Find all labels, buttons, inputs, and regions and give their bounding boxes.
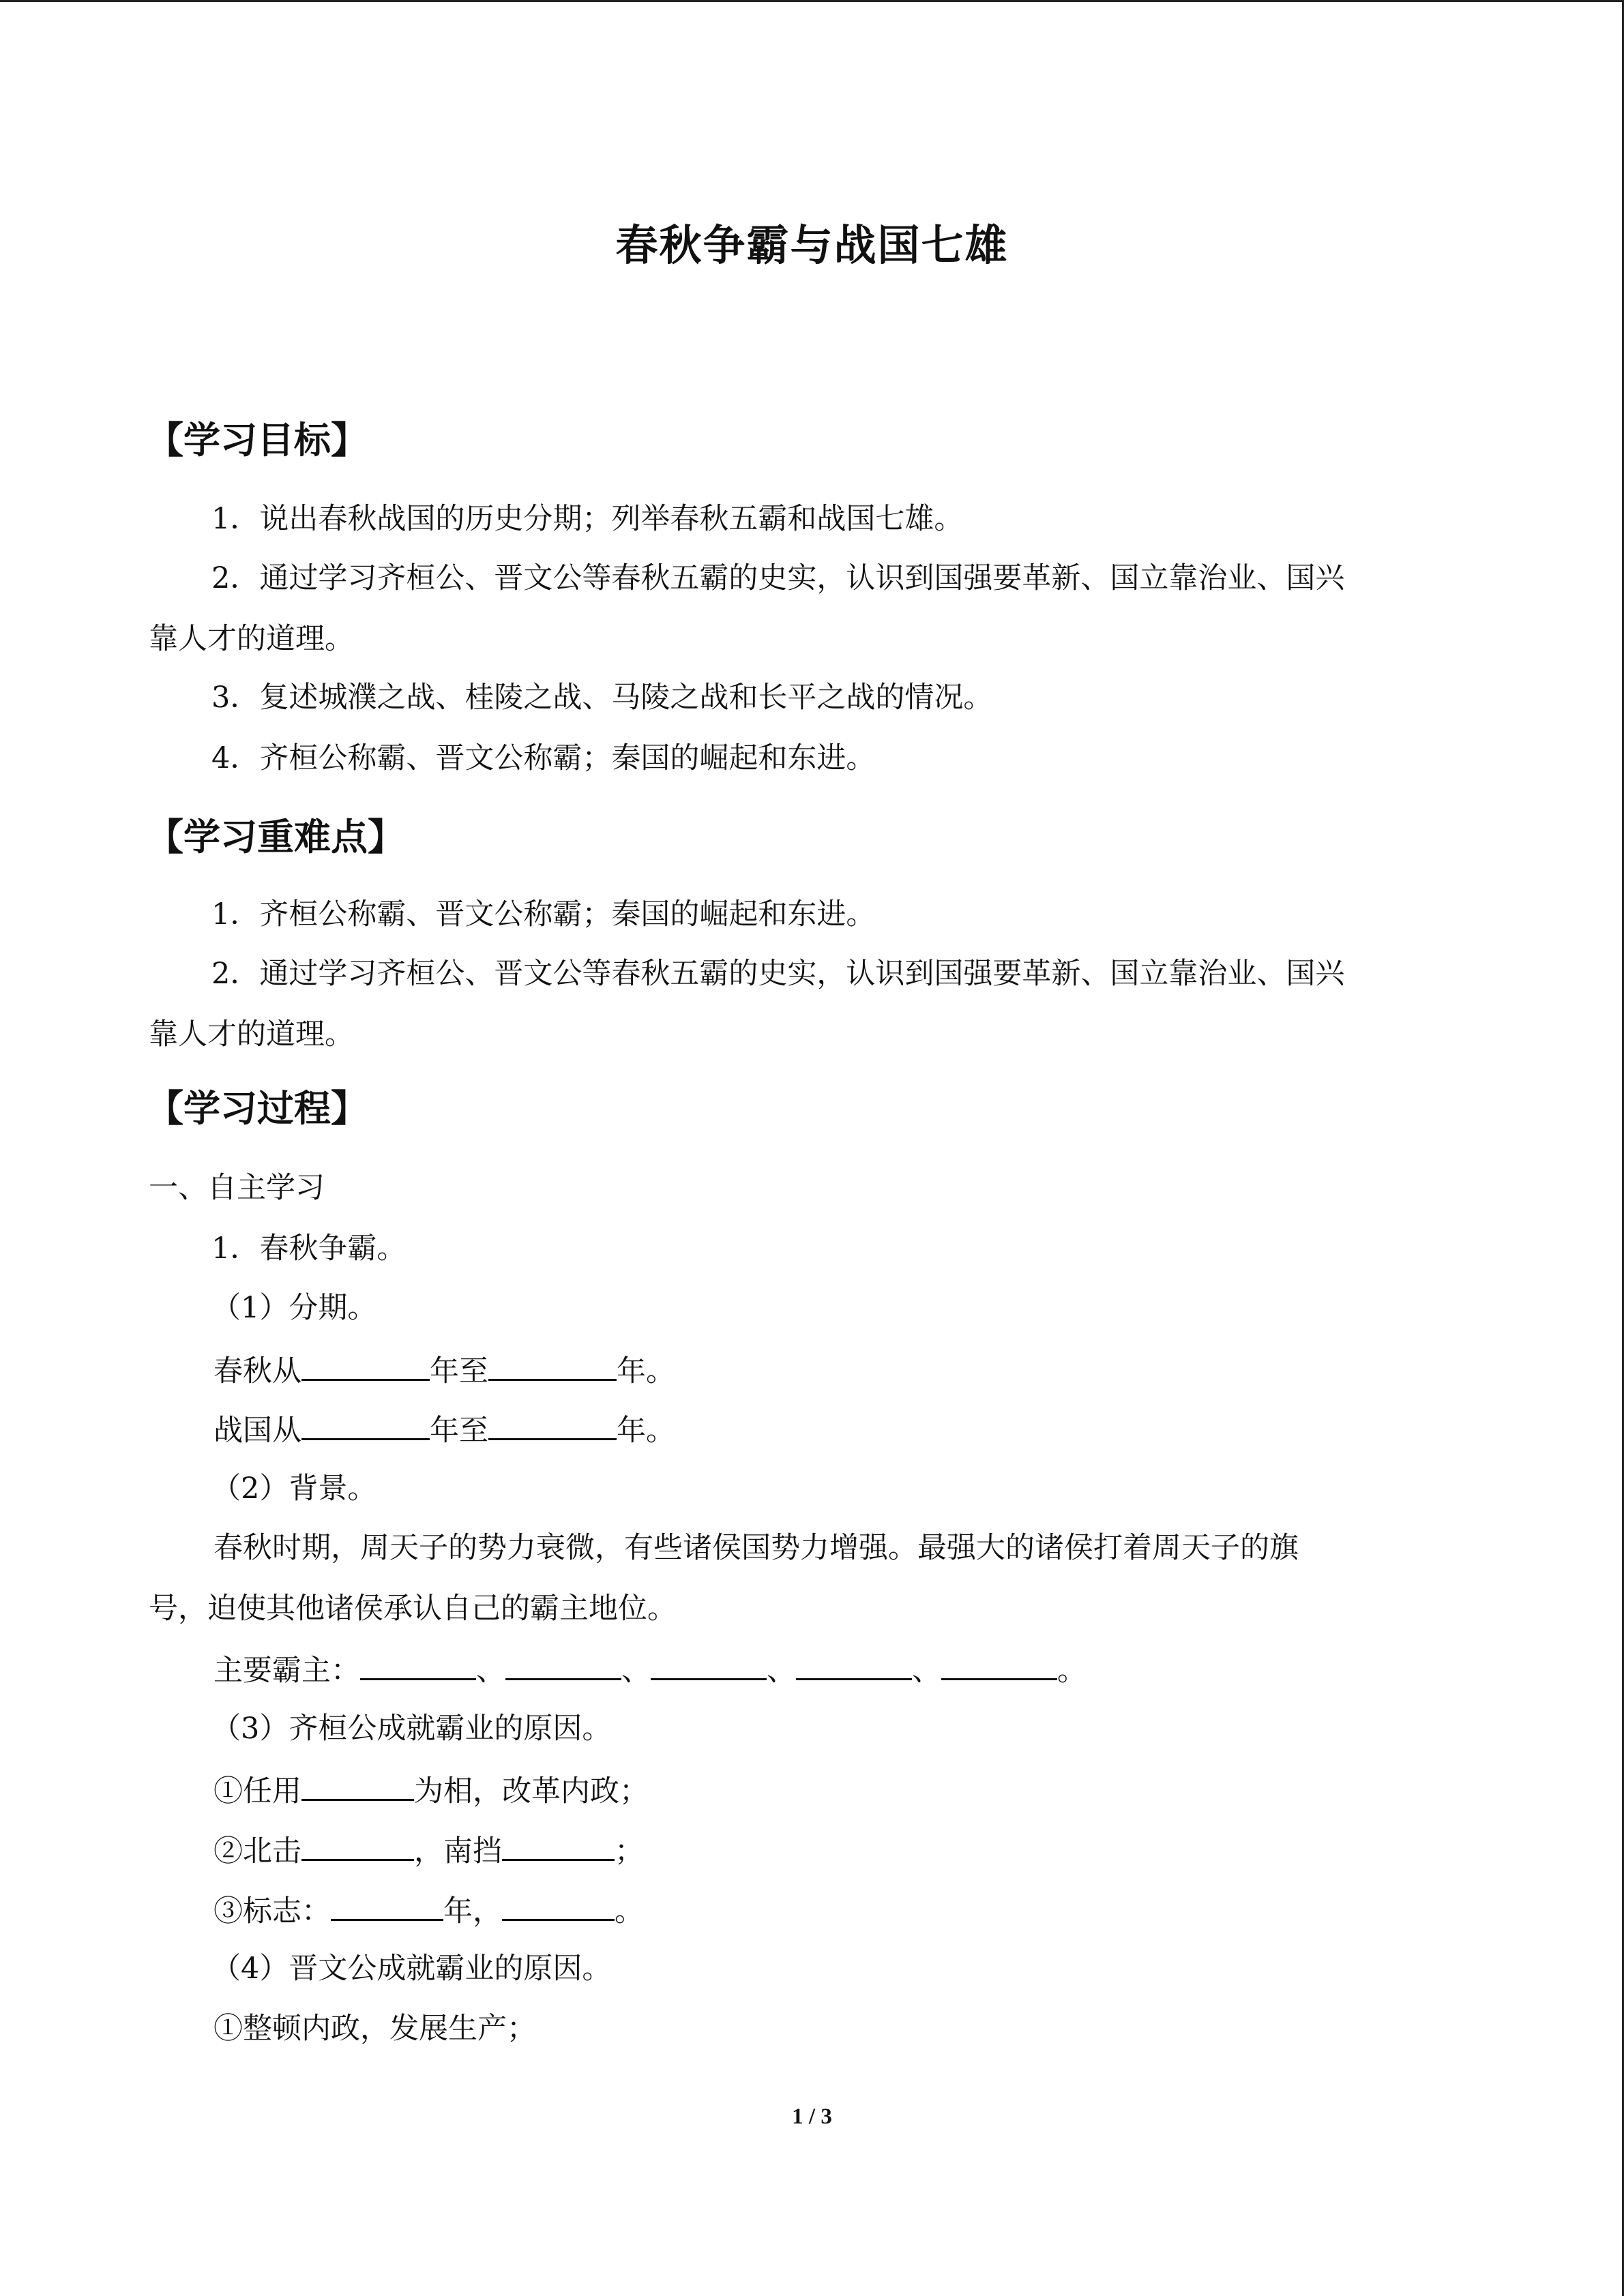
hegemon-blank-1[interactable]: [360, 1651, 476, 1680]
q4-1-line: ①整顿内政，发展生产；: [213, 2012, 536, 2046]
q3-3-blank-1[interactable]: [331, 1892, 443, 1921]
q3-1-a: ①任用: [213, 1774, 301, 1808]
goal-item-3: 3．复述城濮之战、桂陵之战、马陵之战和长平之战的情况。: [211, 681, 993, 715]
sub1-label: 1．春秋争霸。: [211, 1232, 407, 1266]
goal-item-4: 4．齐桓公称霸、晋文公称霸；秦国的崛起和东进。: [211, 741, 876, 775]
q3-2-line: [213, 1832, 644, 1870]
hegemon-blank-3[interactable]: [651, 1651, 767, 1680]
top-border: [0, 0, 1624, 2]
q3-label: （3）齐桓公成就霸业的原因。: [211, 1712, 612, 1746]
keypoint-item-1: 1．齐桓公称霸、晋文公称霸；秦国的崛起和东进。: [211, 897, 876, 931]
zhanguo-a: 战国从: [213, 1414, 301, 1448]
hegemon-blank-5[interactable]: [941, 1651, 1057, 1680]
chunqiu-line: [213, 1352, 675, 1390]
chunqiu-start-blank[interactable]: [301, 1352, 430, 1381]
q3-2-c: ；: [615, 1834, 644, 1868]
goals-heading: 【学习目标】: [147, 419, 368, 462]
q3-2-a: ②北击: [213, 1834, 301, 1868]
goal-item-2-cont: 靠人才的道理。: [149, 622, 354, 656]
zhanguo-c: 年。: [617, 1414, 675, 1448]
page-title: 春秋争霸与战国七雄: [615, 220, 1009, 270]
q3-2-blank-2[interactable]: [502, 1832, 615, 1861]
keypoint-item-2: 2．通过学习齐桓公、晋文公等春秋五霸的史实，认识到国强要革新、国立靠治业、国兴: [211, 957, 1345, 991]
hegemon-sep-2: 、: [621, 1654, 651, 1688]
q3-3-a: ③标志：: [213, 1894, 331, 1928]
part1-label: 一、自主学习: [149, 1171, 325, 1205]
q3-3-c: 。: [615, 1894, 644, 1928]
chunqiu-b: 年至: [430, 1354, 488, 1388]
hegemon-sep-1: 、: [476, 1654, 505, 1688]
q3-3-blank-2[interactable]: [502, 1892, 615, 1921]
q3-2-b: ，南挡: [414, 1834, 502, 1868]
hegemons-end: 。: [1057, 1654, 1087, 1688]
q3-3-line: [213, 1892, 644, 1930]
page-number: 1 / 3: [792, 2104, 832, 2129]
q1-label: （1）分期。: [211, 1291, 377, 1325]
q3-2-blank-1[interactable]: [301, 1832, 414, 1861]
zhanguo-line: [213, 1411, 675, 1449]
goal-item-1: 1．说出春秋战国的历史分期；列举春秋五霸和战国七雄。: [211, 502, 964, 536]
q3-3-b: 年，: [443, 1894, 502, 1928]
q3-1-blank[interactable]: [301, 1772, 414, 1801]
hegemons-line: [213, 1651, 1087, 1689]
q3-1-b: 为相，改革内政；: [414, 1774, 649, 1808]
q2-label: （2）背景。: [211, 1472, 377, 1506]
goal-item-2: 2．通过学习齐桓公、晋文公等春秋五霸的史实，认识到国强要革新、国立靠治业、国兴: [211, 561, 1345, 595]
process-heading: 【学习过程】: [147, 1087, 368, 1130]
zhanguo-end-blank[interactable]: [488, 1411, 617, 1440]
background-line-2: 号，迫使其他诸侯承认自己的霸主地位。: [149, 1592, 677, 1626]
background-line-1: 春秋时期，周天子的势力衰微，有些诸侯国势力增强。最强大的诸侯打着周天子的旗: [213, 1531, 1299, 1565]
keypoints-heading: 【学习重难点】: [147, 816, 404, 859]
zhanguo-start-blank[interactable]: [301, 1411, 430, 1440]
hegemon-sep-4: 、: [912, 1654, 941, 1688]
q4-label: （4）晋文公成就霸业的原因。: [211, 1952, 612, 1986]
hegemon-sep-3: 、: [767, 1654, 796, 1688]
zhanguo-b: 年至: [430, 1414, 488, 1448]
chunqiu-a: 春秋从: [213, 1354, 301, 1388]
hegemons-label: 主要霸主：: [213, 1654, 360, 1688]
q3-1-line: [213, 1772, 649, 1810]
hegemon-blank-2[interactable]: [505, 1651, 621, 1680]
chunqiu-end-blank[interactable]: [488, 1352, 617, 1381]
hegemon-blank-4[interactable]: [796, 1651, 912, 1680]
chunqiu-c: 年。: [617, 1354, 675, 1388]
keypoint-item-2-cont: 靠人才的道理。: [149, 1017, 354, 1052]
